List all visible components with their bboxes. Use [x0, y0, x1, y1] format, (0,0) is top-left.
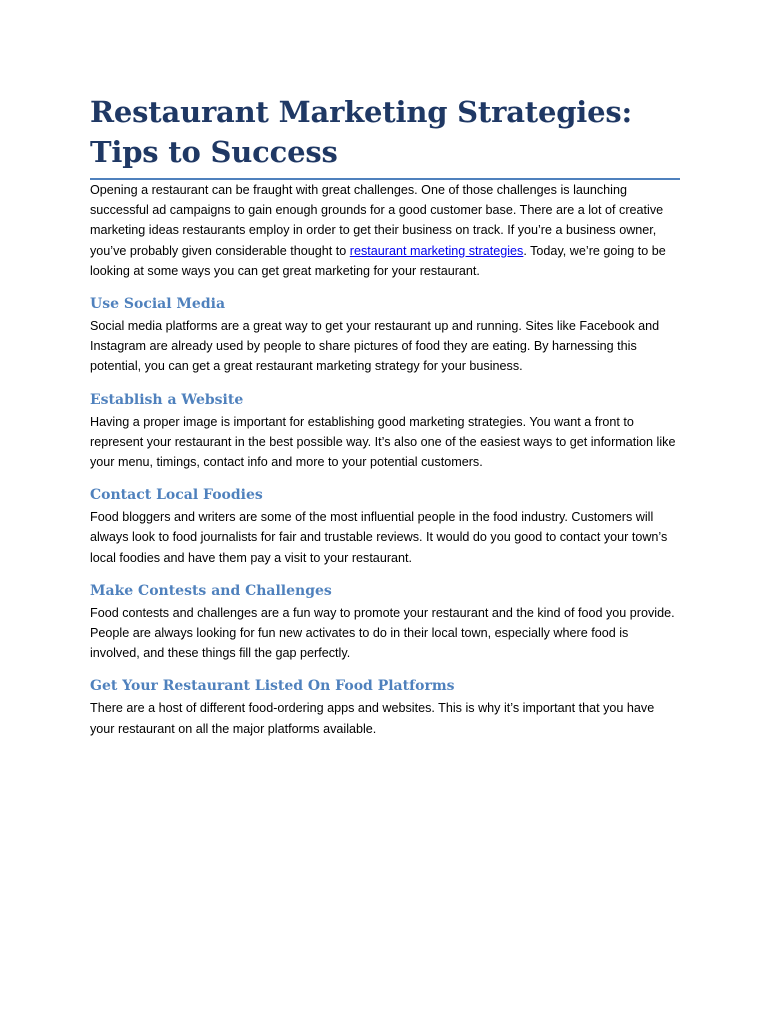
document-page — [90, 92, 680, 739]
intro-paragraph — [90, 180, 680, 281]
section-make-contests-and-challenges — [90, 582, 680, 664]
section-body: There are a host of different food-ordering apps and websites. This is why it’s important that you have your restaurant on all the major platforms available. — [90, 701, 655, 736]
page-title: Restaurant Marketing Strategies: Tips to Success — [90, 92, 680, 180]
section-body: Food contests and challenges are a fun way to promote your restaurant and the kind of food you provide. People are always looking for fun new activates to do in their local town, especially where food is involved, and these things fill the gap perfectly. — [90, 605, 675, 661]
section-body: Having a proper image is important for establishing good marketing strategies. You want a front to represent your restaurant in the best possible way. It’s also one of the easiest ways to get information like your menu, timings, contact info and more to your potential customers. — [90, 414, 676, 470]
section-heading: Contact Local Foodies — [90, 487, 263, 504]
section-body: Social media platforms are a great way to get your restaurant up and running. Sites like Facebook and Instagram are already used by people to share pictures of food they are eating. By harnessing this potential, you can get a great restaurant marketing strategy for your business. — [90, 319, 660, 374]
section-contact-local-foodies — [90, 486, 680, 568]
section-heading: Get Your Restaurant Listed On Food Platforms — [90, 678, 455, 695]
intro-text-after-link: . Today, we’re going to be looking at some ways you can get great marketing for your restaurant. — [90, 243, 666, 278]
section-body: Food bloggers and writers are some of the most influential people in the food industry. Customers will always look to food journalists for fair and trustable reviews. It would do you good to contact your town’s local foodies and have them pay a visit to your restaurant. — [90, 510, 668, 565]
restaurant-marketing-strategies-link[interactable]: restaurant marketing strategies — [349, 243, 524, 258]
section-heading: Make Contests and Challenges — [90, 582, 332, 599]
section-get-listed-on-food-platforms — [90, 677, 680, 738]
section-heading: Establish a Website — [90, 391, 244, 408]
section-establish-a-website — [90, 391, 680, 473]
section-heading: Use Social Media — [90, 296, 226, 313]
section-use-social-media — [90, 295, 680, 377]
intro-text-before-link: Opening a restaurant can be fraught with great challenges. One of those challenges is launching successful ad campaigns to gain enough grounds for a good customer base. There are a lot of creative marketing ideas restaurants employ in order to get their business on track. If you’re a business owner, you’ve probably given considerable thought to — [90, 183, 664, 258]
